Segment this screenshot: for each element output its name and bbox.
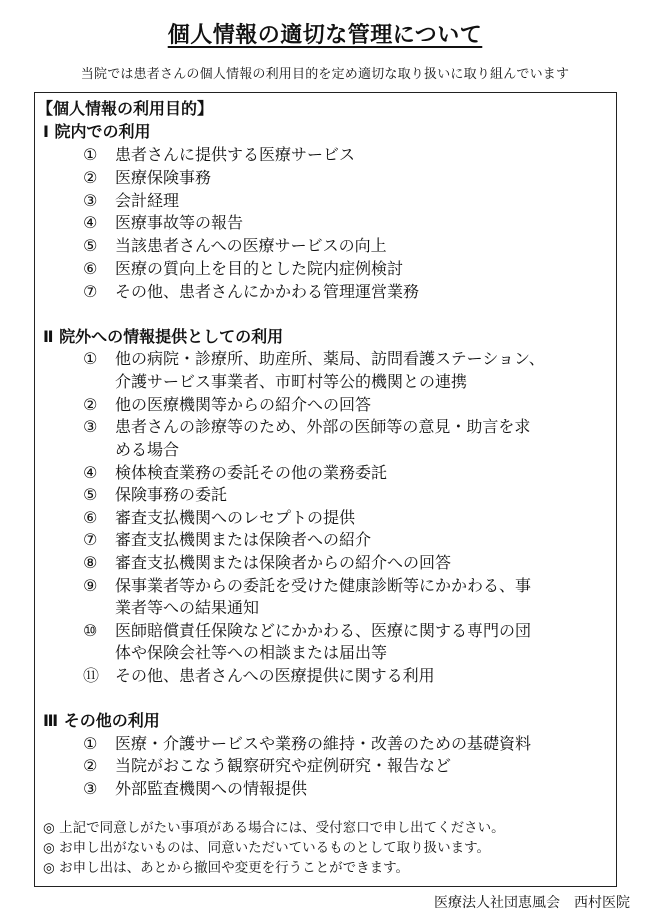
list-item — [83, 395, 371, 415]
item-text: 医師賠償責任保険などにかかわる、医療に関する専門の団 — [115, 621, 532, 640]
item-number: ⑥ — [83, 259, 98, 278]
item-text: その他、患者さんへの医療提供に関する利用 — [115, 666, 435, 685]
item-text: 患者さんに提供する医療サービス — [115, 145, 356, 164]
item-number: ⑦ — [83, 282, 98, 301]
item-number: ② — [83, 756, 98, 775]
item-number: ⑥ — [83, 508, 98, 527]
item-number: ② — [83, 395, 98, 414]
section-heading-1: Ⅰ 院内での利用 — [43, 122, 151, 141]
list-item — [83, 191, 179, 211]
item-text-continued: 介護サービス事業者、市町村等公的機関との連携 — [115, 372, 468, 391]
item-number: ① — [83, 145, 98, 164]
item-number: ⑩ — [83, 621, 98, 640]
item-number: ⑪ — [83, 666, 100, 685]
item-text: 審査支払機関または保険者からの紹介への回答 — [115, 553, 452, 572]
item-text: 医療事故等の報告 — [115, 213, 244, 232]
item-text: 外部監査機関への情報提供 — [115, 779, 308, 798]
list-item — [83, 756, 451, 776]
page-title-text: 個人情報の適切な管理について — [167, 23, 483, 48]
section-heading-3: Ⅲ その他の利用 — [43, 711, 160, 730]
item-text: 当該患者さんへの医療サービスの向上 — [115, 236, 387, 255]
list-item — [83, 779, 307, 799]
purpose-box — [34, 92, 617, 887]
item-number: ⑧ — [83, 553, 98, 572]
item-number: ② — [83, 168, 98, 187]
item-text: 検体検査業務の委託その他の業務委託 — [115, 463, 388, 482]
item-text: 保事業者等からの委託を受けた健康診断等にかかわる、事 — [115, 576, 532, 595]
item-text: 当院がおこなう観察研究や症例研究・報告など — [115, 756, 452, 775]
list-item — [83, 576, 531, 596]
item-number: ③ — [83, 191, 98, 210]
item-number: ① — [83, 349, 98, 368]
list-item — [83, 508, 355, 528]
section-heading-2: Ⅱ 院外への情報提供としての利用 — [43, 327, 284, 346]
intro-text: 当院では患者さんの個人情報の利用目的を定め適切な取り扱いに取り組んでいます — [80, 67, 570, 82]
list-item — [83, 282, 419, 302]
box-heading: 【個人情報の利用目的】 — [37, 99, 214, 118]
note-line: ◎ お申し出がないものは、同意いただいているものとして取り扱います。 — [43, 840, 490, 856]
page-title — [0, 18, 650, 49]
list-item — [83, 168, 211, 188]
list-item — [83, 553, 451, 573]
item-text: 審査支払機関または保険者への紹介 — [115, 530, 372, 549]
list-item — [83, 417, 530, 437]
note-line: ◎ 上記で同意しがたい事項がある場合には、受付窓口で申し出てください。 — [43, 820, 505, 836]
item-number: ③ — [83, 417, 98, 436]
item-number: ① — [83, 734, 98, 753]
item-text: 患者さんの診療等のため、外部の医師等の意見・助言を求 — [115, 417, 531, 436]
item-text: 審査支払機関へのレセプトの提供 — [115, 508, 356, 527]
item-number: ⑦ — [83, 530, 98, 549]
item-number: ⑤ — [83, 236, 98, 255]
list-item — [83, 463, 387, 483]
list-item — [83, 485, 227, 505]
list-item — [83, 666, 435, 686]
item-number: ④ — [83, 213, 98, 232]
item-number: ④ — [83, 463, 98, 482]
list-item — [83, 621, 531, 641]
item-number: ⑤ — [83, 485, 98, 504]
item-text-continued: 体や保険会社等への相談または届出等 — [115, 643, 388, 662]
list-item — [83, 259, 403, 279]
item-text: 医療・介護サービスや業務の維持・改善のための基礎資料 — [115, 734, 532, 753]
item-text: 会計経理 — [115, 191, 180, 210]
list-item — [83, 213, 243, 233]
list-item — [83, 349, 545, 369]
item-text: その他、患者さんにかかわる管理運営業務 — [115, 282, 420, 301]
list-item — [83, 734, 531, 754]
item-text: 医療保険事務 — [115, 168, 212, 187]
list-item — [83, 530, 371, 550]
item-text: 他の病院・診療所、助産所、薬局、訪問看護ステーション、 — [115, 349, 545, 368]
item-number: ⑨ — [83, 576, 98, 595]
item-text-continued: 業者等への結果通知 — [115, 598, 260, 617]
list-item — [83, 236, 387, 256]
item-text: 保険事務の委託 — [115, 485, 228, 504]
item-text: 医療の質向上を目的とした院内症例検討 — [115, 259, 404, 278]
list-item — [83, 145, 355, 165]
item-number: ③ — [83, 779, 98, 798]
footer-clinic-name: 医療法人社団恵風会 西村医院 — [434, 895, 630, 911]
item-text: 他の医療機関等からの紹介への回答 — [115, 395, 372, 414]
item-text-continued: める場合 — [115, 440, 180, 459]
note-line: ◎ お申し出は、あとから撤回や変更を行うことができます。 — [43, 860, 409, 876]
